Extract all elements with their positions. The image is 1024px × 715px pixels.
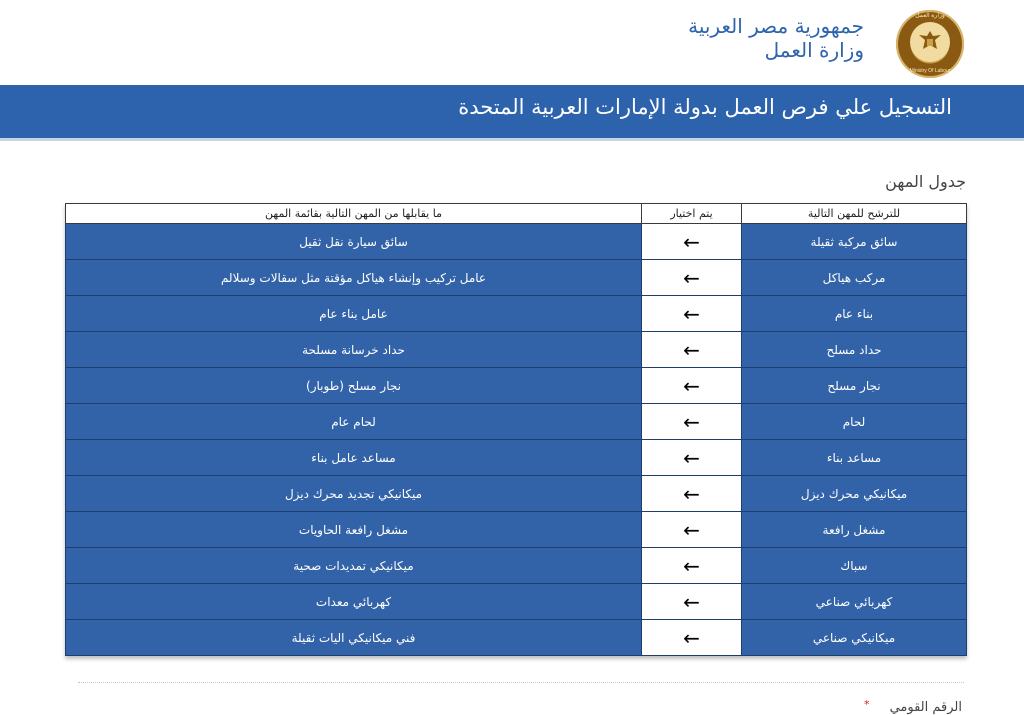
section-title: جدول المهن: [885, 172, 966, 191]
arrow-left-icon: ←: [642, 224, 742, 260]
target-profession: نجار مسلح (طوبار): [66, 368, 642, 404]
professions-table: [65, 203, 967, 656]
arrow-left-icon: ←: [642, 296, 742, 332]
ministry-title: وزارة العمل: [764, 38, 864, 62]
arrow-left-icon: ←: [642, 260, 742, 296]
national-id-label: الرقم القومي: [889, 700, 962, 715]
table-row: [66, 332, 967, 368]
ministry-logo: [896, 10, 964, 78]
source-profession: سباك: [742, 548, 967, 584]
table-row: [66, 368, 967, 404]
table-row: [66, 512, 967, 548]
arrow-left-icon: ←: [642, 584, 742, 620]
target-profession: لحام عام: [66, 404, 642, 440]
table-row: [66, 476, 967, 512]
arrow-left-icon: ←: [642, 512, 742, 548]
section-divider: [78, 682, 964, 683]
source-profession: مشغل رافعة: [742, 512, 967, 548]
page-title: التسجيل علي فرص العمل بدولة الإمارات العربية المتحدة: [458, 95, 952, 119]
target-profession: كهربائي معدات: [66, 584, 642, 620]
source-profession: لحام: [742, 404, 967, 440]
target-profession: مساعد عامل بناء: [66, 440, 642, 476]
source-profession: كهربائي صناعي: [742, 584, 967, 620]
target-profession: مشغل رافعة الحاويات: [66, 512, 642, 548]
table-row: [66, 404, 967, 440]
source-profession: ميكانيكي صناعي: [742, 620, 967, 656]
site-header: [0, 0, 1024, 85]
header-arrow: يتم اختيار: [642, 204, 742, 224]
arrow-left-icon: ←: [642, 332, 742, 368]
arrow-left-icon: ←: [642, 404, 742, 440]
table-row: [66, 620, 967, 656]
table-row: [66, 584, 967, 620]
target-profession: عامل تركيب وإنشاء هياكل مؤقتة مثل سقالات وسلالم: [66, 260, 642, 296]
arrow-left-icon: ←: [642, 440, 742, 476]
country-title: جمهورية مصر العربية: [688, 14, 864, 38]
table-header-row: [66, 204, 967, 224]
header-target: ما يقابلها من المهن التالية بقائمة المهن: [66, 204, 642, 224]
required-mark: *: [864, 698, 870, 711]
arrow-left-icon: ←: [642, 620, 742, 656]
target-profession: عامل بناء عام: [66, 296, 642, 332]
table-row: [66, 440, 967, 476]
source-profession: مركب هياكل: [742, 260, 967, 296]
page-banner: [0, 85, 1024, 141]
source-profession: مساعد بناء: [742, 440, 967, 476]
header-source: للترشح للمهن التالية: [742, 204, 967, 224]
source-profession: نجار مسلح: [742, 368, 967, 404]
source-profession: ميكانيكي محرك ديزل: [742, 476, 967, 512]
target-profession: سائق سيارة نقل ثقيل: [66, 224, 642, 260]
logo-text-top: وزارة العمل: [915, 13, 945, 19]
table-row: [66, 260, 967, 296]
eagle-emblem-icon: [910, 22, 950, 62]
target-profession: حداد خرسانة مسلحة: [66, 332, 642, 368]
table-row: [66, 224, 967, 260]
target-profession: ميكانيكي تمديدات صحية: [66, 548, 642, 584]
arrow-left-icon: ←: [642, 476, 742, 512]
arrow-left-icon: ←: [642, 548, 742, 584]
arrow-left-icon: ←: [642, 368, 742, 404]
source-profession: سائق مركبة ثقيلة: [742, 224, 967, 260]
logo-text-bottom: Ministry Of Labour: [909, 68, 951, 74]
source-profession: حداد مسلح: [742, 332, 967, 368]
target-profession: ميكانيكي تجديد محرك ديزل: [66, 476, 642, 512]
target-profession: فني ميكانيكي اليات ثقيلة: [66, 620, 642, 656]
eagle-icon: [915, 27, 945, 57]
table-row: [66, 548, 967, 584]
table-row: [66, 296, 967, 332]
source-profession: بناء عام: [742, 296, 967, 332]
